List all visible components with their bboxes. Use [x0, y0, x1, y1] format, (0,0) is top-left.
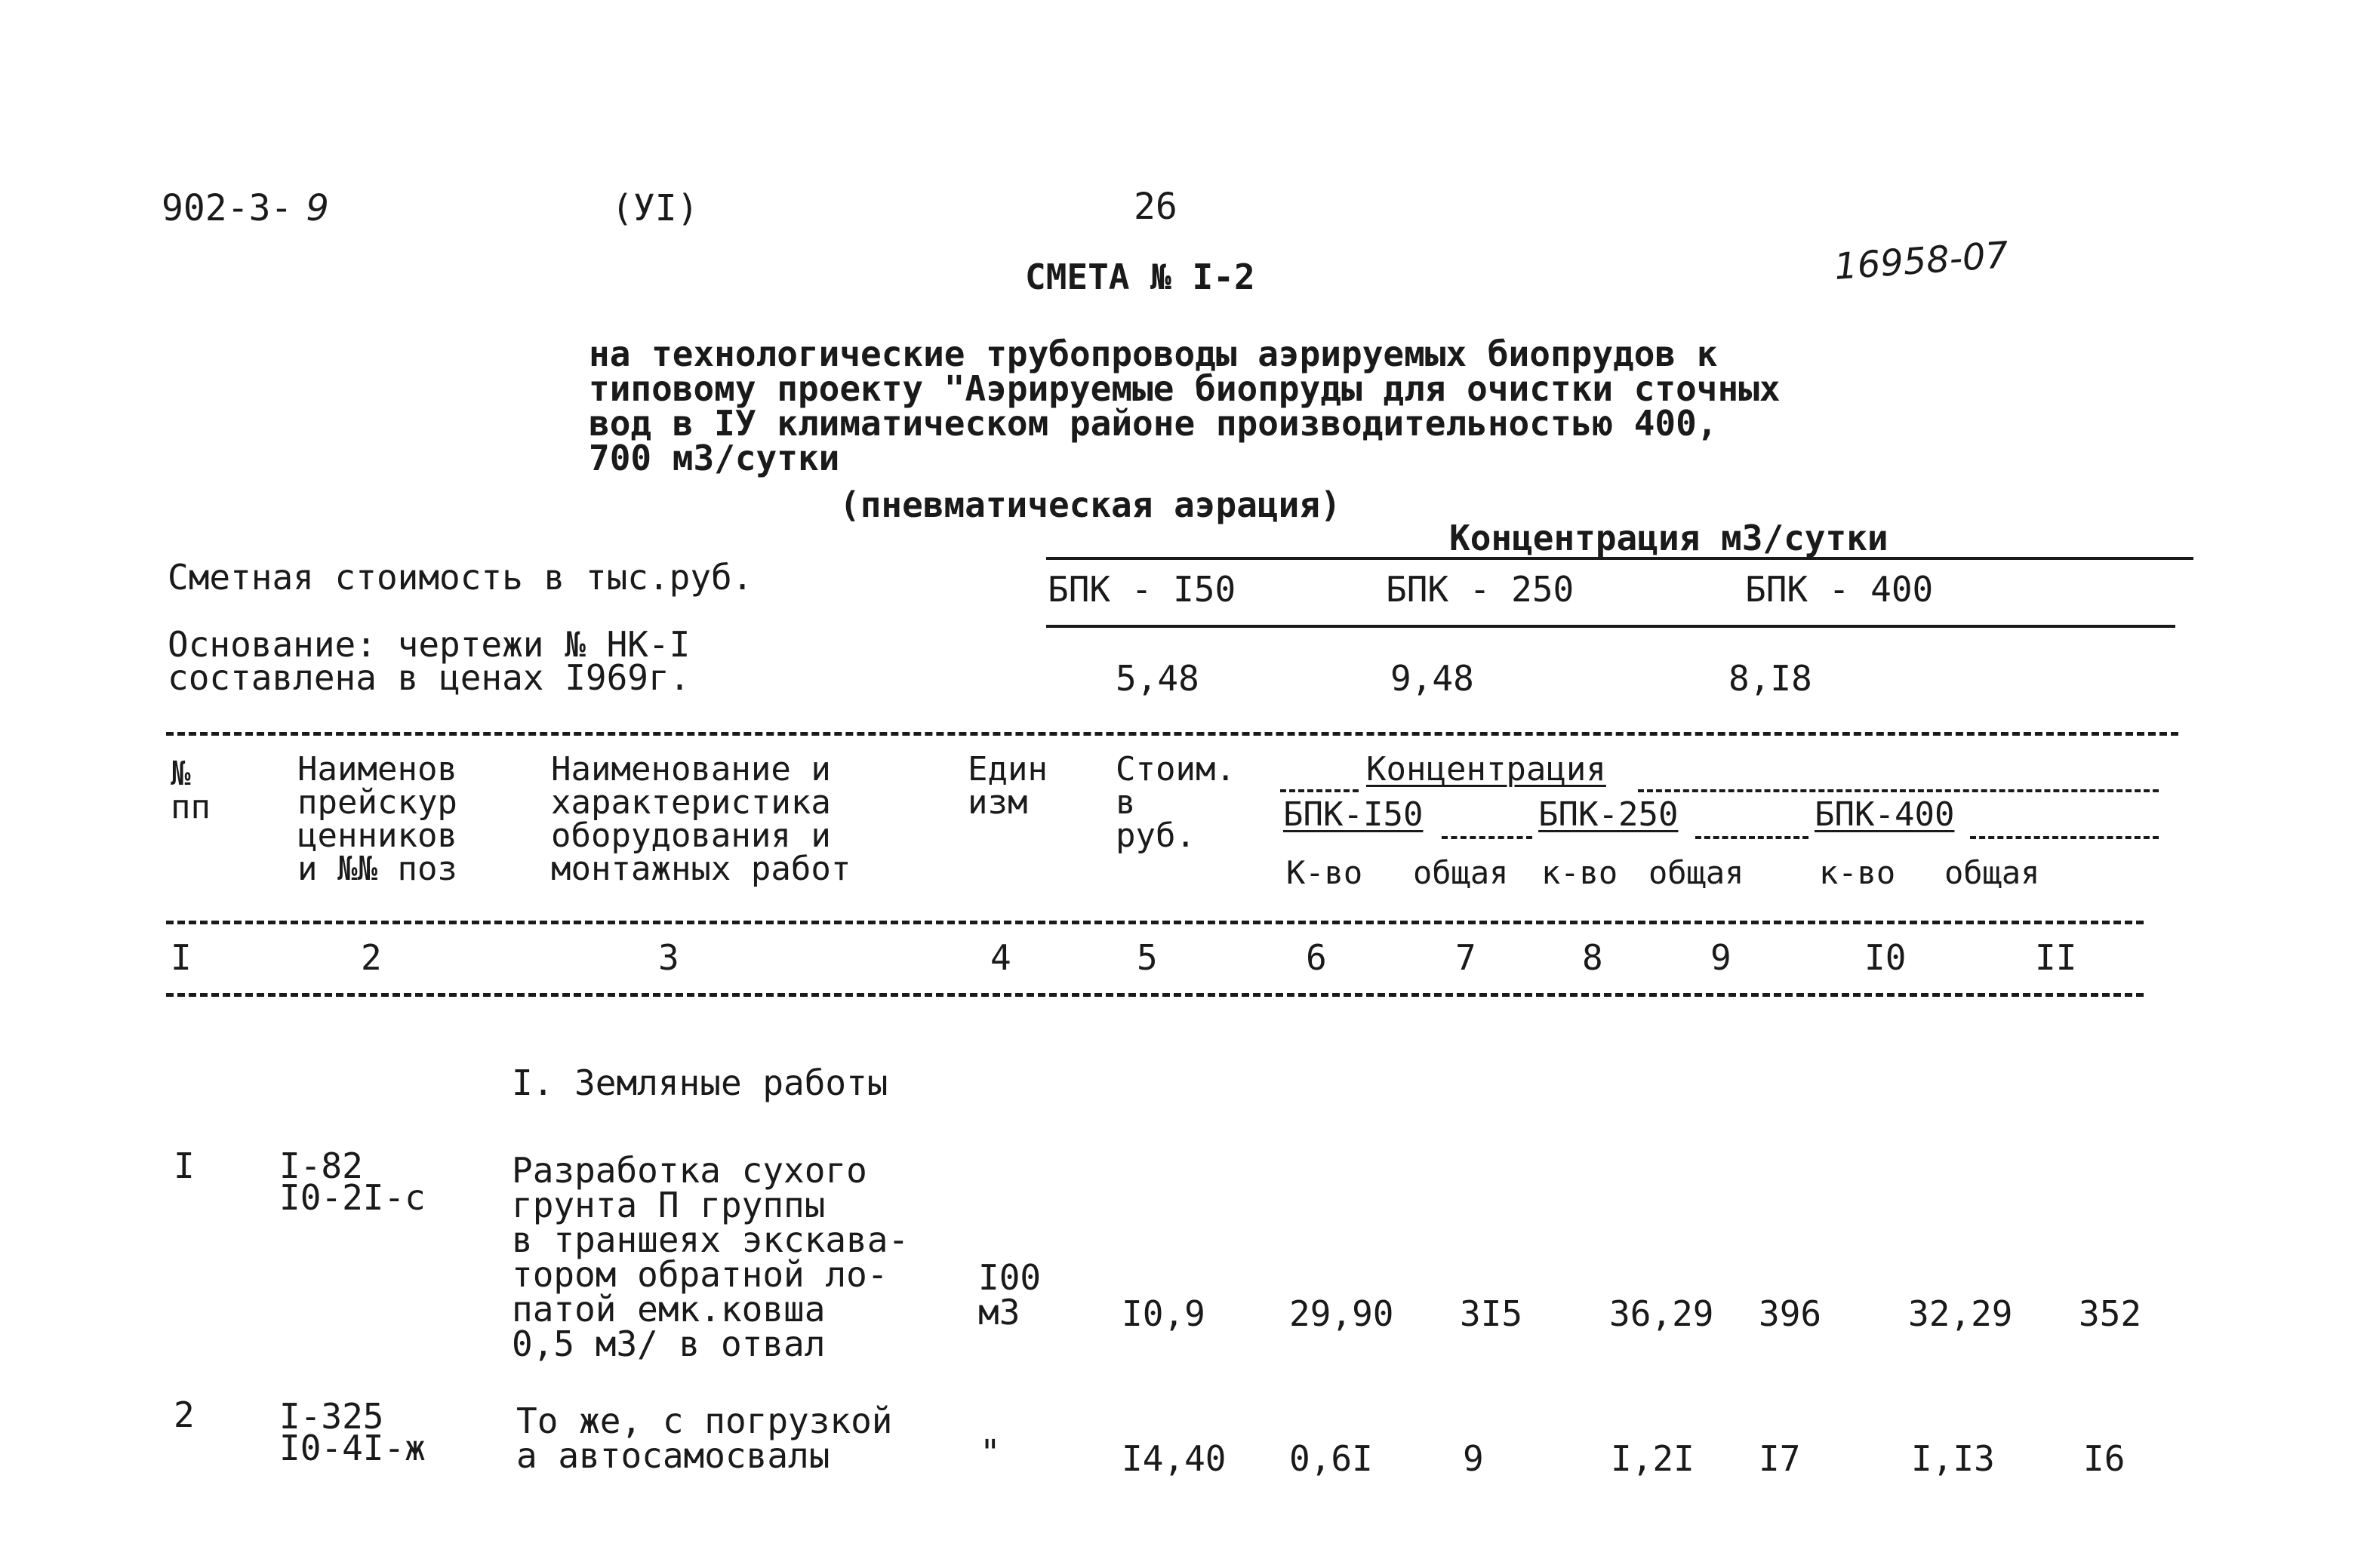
subcol-header: к-во: [1819, 854, 1896, 891]
concentration-header: Концентрация м3/сутки: [1449, 518, 1888, 558]
subtitle-line: 700 м3/сутки: [589, 438, 840, 478]
summary-divider-top: [1046, 557, 2193, 560]
col-name-header: Наименование и характеристика оборудования и монтажных работ: [551, 750, 851, 888]
page-number: 26: [1134, 186, 1177, 228]
subtitle-line: типовому проекту "Аэрируемые биопруды для очистки сточных: [589, 368, 1781, 409]
concentration-group-header: Концентрация: [1366, 750, 1606, 789]
row-code: I-82 I0-2I-с: [279, 1145, 426, 1218]
row-unit: ": [980, 1432, 1001, 1473]
basis-line: составлена в ценах I969г.: [168, 657, 691, 698]
row-value: I,2I: [1611, 1438, 1695, 1479]
row-value: 32,29: [1908, 1293, 2013, 1334]
groups-dash-1: [1442, 836, 1532, 839]
column-number: 8: [1582, 937, 1603, 978]
column-number: I0: [1864, 937, 1907, 978]
row-price: I4,40: [1122, 1438, 1227, 1479]
column-number: 5: [1137, 937, 1158, 978]
group-bpk150: БПК-I50: [1283, 795, 1424, 834]
row-value: 3I5: [1460, 1293, 1523, 1334]
subcol-header: общая: [1648, 854, 1744, 891]
registration-number: 16958-07: [1833, 234, 2010, 288]
group-bpk400: БПК-400: [1815, 795, 1955, 834]
row-value: I,I3: [1911, 1438, 1995, 1479]
row-value: 9: [1463, 1438, 1484, 1479]
row-description: Разработка сухого грунта П группы в траншеях экскава- тором обратной ло- патой емк.ковша 0,5 м3/ в отвал: [512, 1150, 910, 1364]
section-title: I. Земляные работы: [512, 1062, 888, 1103]
column-number: II: [2035, 937, 2077, 978]
column-number: 7: [1455, 937, 1476, 978]
row-value: I7: [1759, 1438, 1801, 1479]
column-number: 6: [1306, 937, 1327, 978]
section-number: (УI): [611, 187, 699, 229]
bpk250-name: БПК - 250: [1386, 569, 1575, 610]
row-price: I0,9: [1122, 1293, 1205, 1334]
column-number: 3: [658, 937, 679, 978]
table-top-dashed-line: [166, 732, 2178, 736]
column-number: I: [171, 937, 192, 978]
col-price-list-header: Наименов прейскур ценников и №№ поз: [297, 750, 457, 888]
row-description: То же, с погрузкой а автосамосвалы: [516, 1400, 893, 1476]
bpk400-value: 8,I8: [1728, 658, 1812, 699]
subcol-header: к-во: [1541, 854, 1618, 891]
summary-divider-mid: [1046, 625, 2175, 628]
col-unit-header: Един изм: [968, 750, 1048, 822]
row-number: 2: [174, 1394, 195, 1435]
subcol-header: общая: [1413, 854, 1509, 891]
subcol-header: общая: [1944, 854, 2040, 891]
column-number: 4: [990, 937, 1011, 978]
doc-code-handwritten: 9: [306, 187, 329, 229]
row-value: I6: [2083, 1438, 2126, 1479]
groups-dash-3: [1970, 836, 2159, 839]
row-value: 352: [2079, 1293, 2142, 1334]
groups-dash-2: [1695, 836, 1808, 839]
column-number: 2: [361, 937, 382, 978]
header-bottom-dashed-line: [166, 921, 2144, 924]
doc-code: 902-3- 9: [162, 187, 329, 229]
basis-line: Основание: чертежи № НК-I: [168, 624, 691, 665]
page-title: СМЕТА № I-2: [1025, 257, 1255, 297]
row-number: I: [174, 1145, 195, 1186]
subcol-header: К-во: [1286, 854, 1363, 891]
subtitle-line: вод в IУ климатическом районе производительностью 400,: [589, 403, 1718, 444]
row-unit: I00 м3: [978, 1257, 1042, 1333]
row-code: I-325 I0-4I-ж: [279, 1396, 426, 1468]
row-value: 396: [1759, 1293, 1822, 1334]
subtitle: [589, 334, 1781, 478]
column-number: 9: [1710, 937, 1732, 978]
col-number-header: № пп: [171, 755, 211, 826]
bpk150-name: БПК - I50: [1048, 569, 1236, 610]
row-value: 36,29: [1609, 1293, 1714, 1334]
col-cost-header: Стоим. в руб.: [1116, 750, 1236, 855]
group-bpk250: БПК-250: [1538, 795, 1679, 834]
aeration-note: (пневматическая аэрация): [839, 484, 1341, 525]
concentration-dash-right: [1638, 789, 2159, 792]
row-value: 29,90: [1289, 1293, 1394, 1334]
basis: [168, 624, 691, 698]
bpk400-name: БПК - 400: [1745, 569, 1934, 610]
row-value: 0,6I: [1289, 1438, 1373, 1479]
numbers-bottom-dashed-line: [166, 993, 2144, 997]
subtitle-line: на технологические трубопроводы аэрируемых биопрудов к: [589, 334, 1718, 374]
concentration-dash-left: [1280, 789, 1359, 792]
bpk150-value: 5,48: [1116, 658, 1199, 699]
bpk250-value: 9,48: [1390, 658, 1474, 699]
cost-label: Сметная стоимость в тыс.руб.: [168, 557, 753, 598]
